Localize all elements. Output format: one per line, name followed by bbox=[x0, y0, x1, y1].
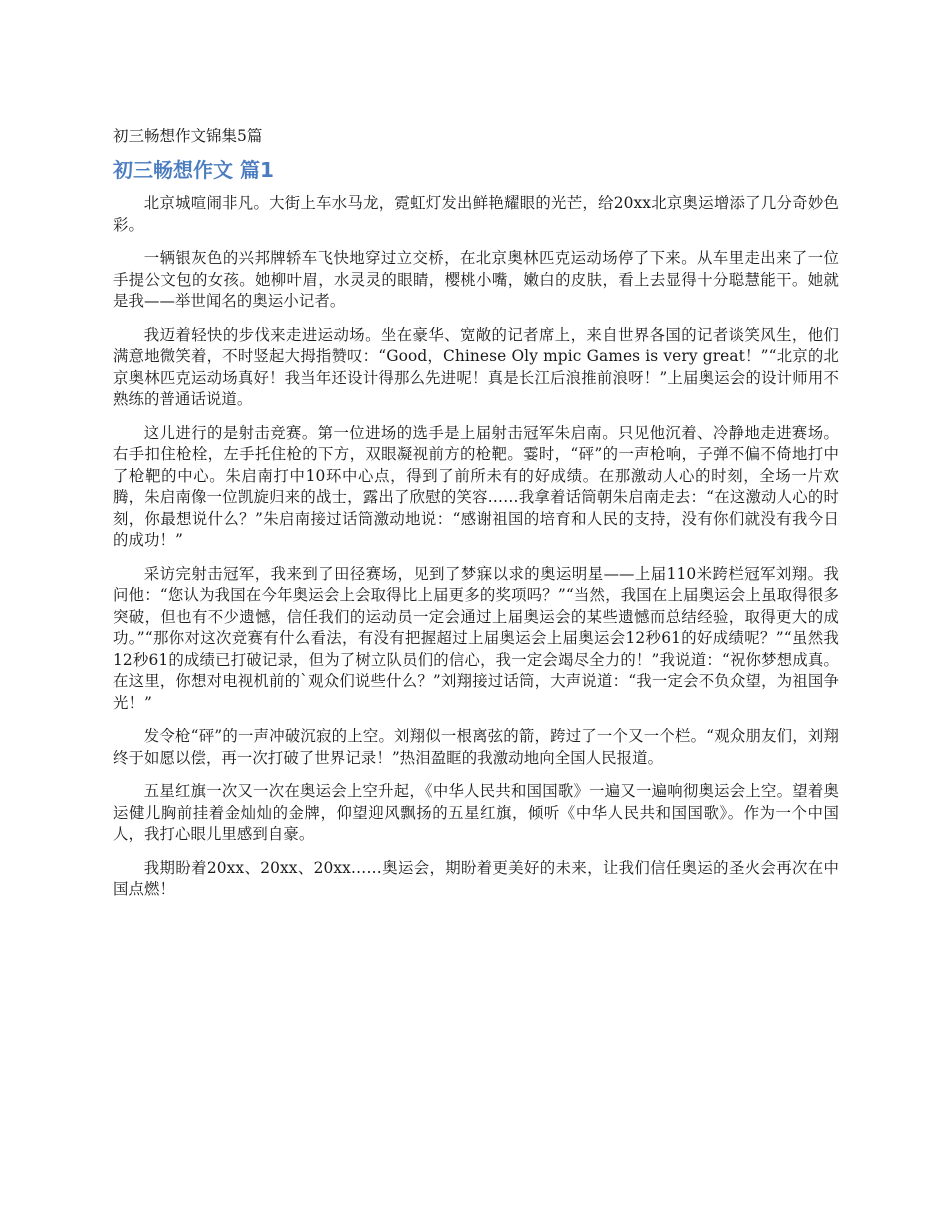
section-heading: 初三畅想作文 篇1 bbox=[113, 158, 274, 182]
document-page bbox=[113, 124, 839, 913]
paragraph-7: 五星红旗一次又一次在奥运会上空升起，《中华人民共和国国歌》一遍又一遍响彻奥运会上空。望着奥运健儿胸前挂着金灿灿的金牌，仰望迎风飘扬的五星红旗，倾听《中华人民共和国国歌》。作为一个中国人，我打心眼儿里感到自豪。 bbox=[113, 782, 839, 843]
document-title: 初三畅想作文锦集5篇 bbox=[113, 127, 263, 145]
paragraph-3: 我迈着轻快的步伐来走进运动场。坐在豪华、宽敞的记者席上，来自世界各国的记者谈笑风生，他们满意地微笑着，不时竖起大拇指赞叹：“Good，Chinese Oly mpic Games is very great！”“北京的北京奥林匹克运动场真好！我当年还设计得那么先进呢！真是长江后浪推前浪呀！”上届奥运会的设计师用不熟练的普通话说道。 bbox=[113, 325, 839, 408]
paragraph-1: 北京城喧闹非凡。大街上车水马龙，霓虹灯发出鲜艳耀眼的光芒，给20xx北京奥运增添了几分奇妙色彩。 bbox=[113, 194, 839, 234]
paragraph-6: 发令枪“砰”的一声冲破沉寂的上空。刘翔似一根离弦的箭，跨过了一个又一个栏。“观众朋友们，刘翔终于如愿以偿，再一次打破了世界记录！”热泪盈眶的我激动地向全国人民报道。 bbox=[113, 727, 839, 767]
paragraph-8: 我期盼着20xx、20xx、20xx……奥运会，期盼着更美好的未来，让我们信任奥运的圣火会再次在中国点燃！ bbox=[113, 858, 839, 898]
paragraph-4: 这儿进行的是射击竞赛。第一位进场的选手是上届射击冠军朱启南。只见他沉着、冷静地走进赛场。右手扣住枪栓，左手托住枪的下方，双眼凝视前方的枪靶。霎时，“砰”的一声枪响，子弹不偏不倚地打中了枪靶的中心。朱启南打中10环中心点，得到了前所未有的好成绩。在那激动人心的时刻，全场一片欢腾，朱启南像一位凯旋归来的战士，露出了欣慰的笑容……我拿着话筒朝朱启南走去：“在这激动人心的时刻，你最想说什么？”朱启南接过话筒激动地说：“感谢祖国的培育和人民的支持，没有你们就没有我今日的成功！” bbox=[113, 423, 839, 549]
paragraph-5: 采访完射击冠军，我来到了田径赛场，见到了梦寐以求的奥运明星——上届110米跨栏冠军刘翔。我问他：“您认为我国在今年奥运会上会取得比上届更多的奖项吗？”“当然，我国在上届奥运会上虽取得很多突破，但也有不少遗憾，信任我们的运动员一定会通过上届奥运会的某些遗憾而总结经验，取得更大的成功。”“那你对这次竞赛有什么看法，有没有把握超过上届奥运会上届奥运会12秒61的好成绩呢？”“虽然我12秒61的成绩已打破记录，但为了树立队员们的信心，我一定会竭尽全力的！”我说道：“祝你梦想成真。在这里，你想对电视机前的`观众们说些什么？”刘翔接过话筒，大声说道：“我一定会不负众望，为祖国争光！” bbox=[113, 564, 839, 712]
paragraph-2: 一辆银灰色的兴邦牌轿车飞快地穿过立交桥，在北京奥林匹克运动场停了下来。从车里走出来了一位手提公文包的女孩。她柳叶眉，水灵灵的眼睛，樱桃小嘴，嫩白的皮肤，看上去显得十分聪慧能干。她就是我——举世闻名的奥运小记者。 bbox=[113, 249, 839, 310]
